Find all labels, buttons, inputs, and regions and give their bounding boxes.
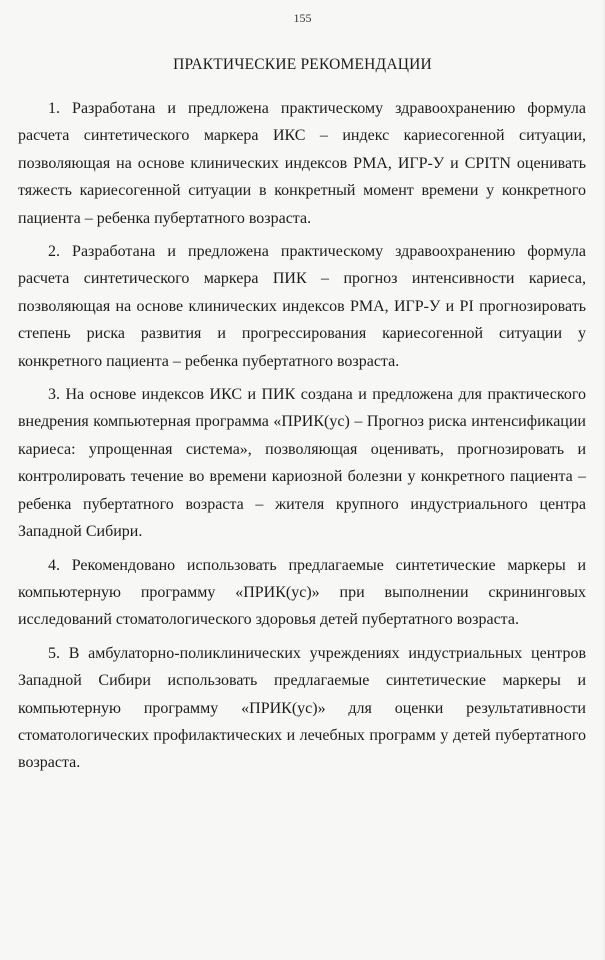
recommendation-5: 5. В амбулаторно-поликлинических учреждениях индустриальных центров Западной Сибири использовать предлагаемые синтетические маркеры и компьютерную программу «ПРИК(ус)» для оценки результативности стоматологических профилактических и лечебных программ у детей пубертатного возраста.	[18, 644, 586, 772]
recommendation-3: 3. На основе индексов ИКС и ПИК создана и предложена для практического внедрения компьютерная программа «ПРИК(ус) – Прогноз риска интенсификации кариеса: упрощенная система», позволяющая оценивать, прогнозировать и контролировать течение во времени кариозной болезни у конкретного пациента – ребенка пубертатного возраста – жителя крупного индустриального центра Западной Сибири.	[18, 386, 586, 541]
recommendation-1: 1. Разработана и предложена практическому здравоохранению формула расчета синтетического маркера ИКС – индекс кариесогенной ситуации, позволяющая на основе клинических индексов РМА, ИГР-У и CPITN оценивать тяжесть кариесогенной ситуации в конкретный момент времени у конкретного пациента – ребенка пубертатного возраста.	[18, 100, 586, 227]
recommendations-list	[18, 95, 586, 777]
recommendation-4: 4. Рекомендовано использовать предлагаемые синтетические маркеры и компьютерную программу «ПРИК(ус)» при выполнении скрининговых исследований стоматологического здоровья детей пубертатного возраста.	[18, 556, 586, 629]
page-title: ПРАКТИЧЕСКИЕ РЕКОМЕНДАЦИИ	[173, 56, 432, 73]
page-number: 155	[293, 11, 312, 25]
recommendation-2: 2. Разработана и предложена практическому здравоохранению формула расчета синтетического маркера ПИК – прогноз интенсивности кариеса, позволяющая на основе клинических индексов РМА, ИГР-У и PI прогнозировать степень риска развития и прогрессирования кариесогенной ситуации у конкретного пациента – ребенка пубертатного возраста.	[18, 243, 586, 370]
